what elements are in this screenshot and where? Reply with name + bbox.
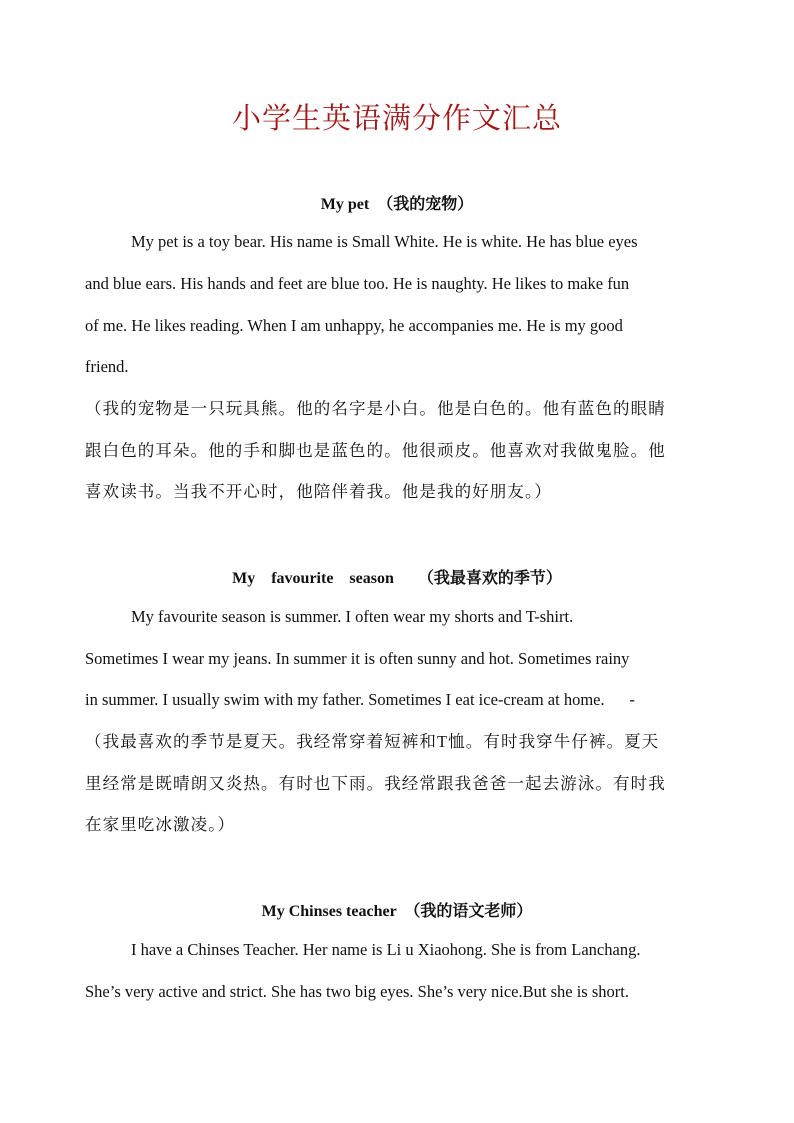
essay-text-line: My favourite season is summer. I often wear my shorts and T-shirt. (131, 607, 574, 626)
essay-heading: My favourite season （我最喜欢的季节） (232, 570, 562, 587)
essay-text-line: My pet is a toy bear. His name is Small White. He is white. He has blue eyes (131, 232, 638, 251)
essay-text-line: of me. He likes reading. When I am unhappy, he accompanies me. He is my good (85, 316, 623, 335)
translation-line: 里经常是既晴朗又炎热。有时也下雨。我经常跟我爸爸一起去游泳。有时我 (85, 774, 666, 793)
essay-text-line: friend. (85, 357, 129, 376)
translation-line: 在家里吃冰激凌。） (85, 815, 236, 834)
translation-line: （我的宠物是一只玩具熊。他的名字是小白。他是白色的。他有蓝色的眼睛 (85, 399, 666, 418)
essay-text-line: and blue ears. His hands and feet are blue too. He is naughty. He likes to make fun (85, 274, 630, 293)
essay-text-line: in summer. I usually swim with my father. Sometimes I eat ice-cream at home. - (85, 690, 635, 709)
translation-line: 喜欢读书。当我不开心时，他陪伴着我。他是我的好朋友。） (85, 482, 552, 501)
essay-text-line: I have a Chinses Teacher. Her name is Li u Xiaohong. She is from Lanchang. (131, 940, 641, 959)
translation-line: 跟白色的耳朵。他的手和脚也是蓝色的。他很顽皮。他喜欢对我做鬼脸。他 (85, 441, 666, 460)
essay-text-line: Sometimes I wear my jeans. In summer it is often sunny and hot. Sometimes rainy (85, 649, 630, 668)
essay-heading: My pet （我的宠物） (320, 196, 474, 213)
essay-text-line: She’s very active and strict. She has two big eyes. She’s very nice.But she is short. (85, 982, 629, 1001)
essay-heading: My Chinses teacher （我的语文老师） (261, 903, 533, 920)
document-title: 小学生英语满分作文汇总 (231, 103, 562, 135)
translation-line: （我最喜欢的季节是夏天。我经常穿着短裤和T恤。有时我穿牛仔裤。夏天 (85, 732, 660, 751)
